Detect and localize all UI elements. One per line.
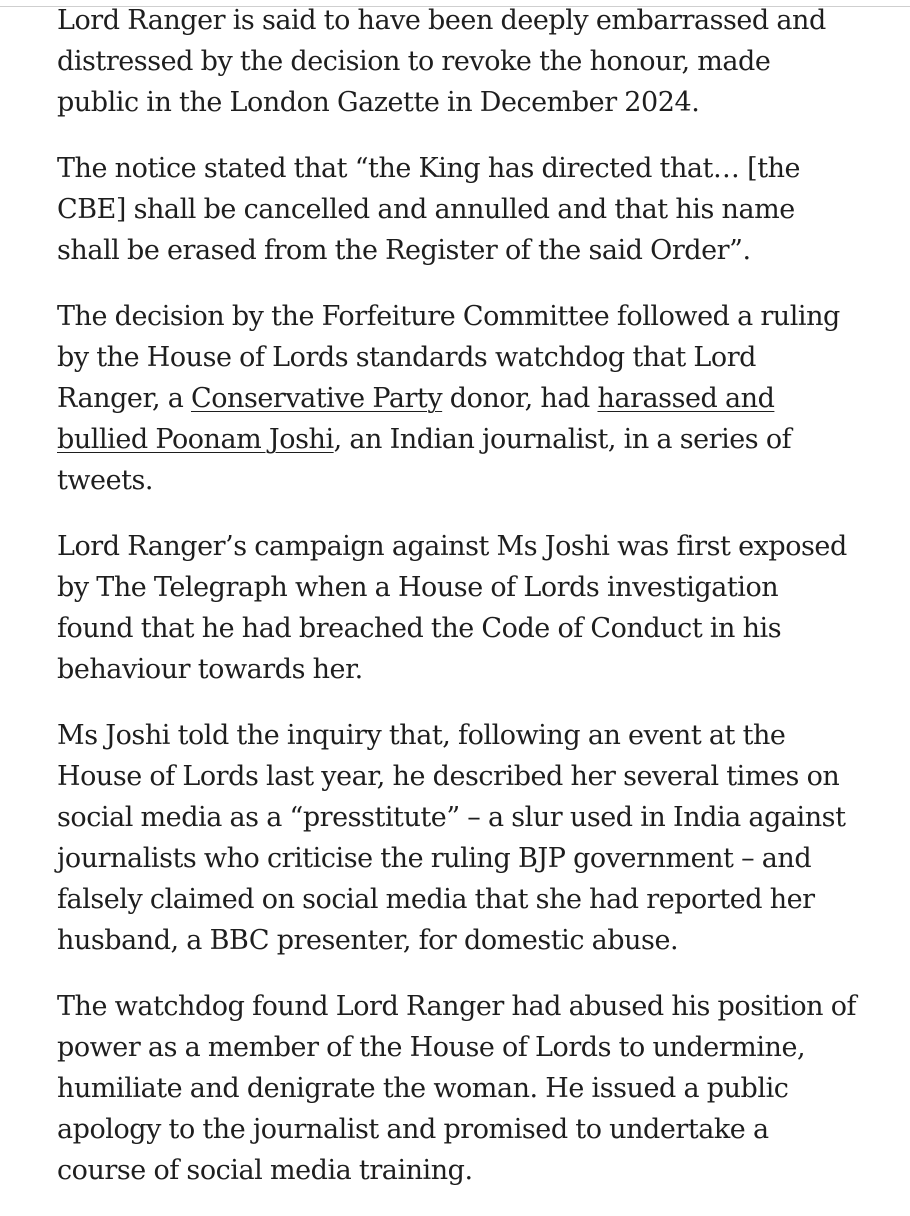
paragraph-6: The watchdog found Lord Ranger had abused his position of power as a member of the House of Lords to undermine, humiliate and denigrate the woman. He issued a public apology to the journalist and promised to undertake a course of social media training.	[57, 991, 857, 1186]
paragraph-3-text-2: donor, had	[442, 383, 598, 414]
conservative-party-link[interactable]: Conservative Party	[190, 383, 443, 414]
paragraph-5: Ms Joshi told the inquiry that, following an event at the House of Lords last year, he described her several times on social media as a “presstitute” – a slur used in India against journalists who criticise the ruling BJP government – and falsely claimed on social media that she had reported her husband, a BBC presenter, for domestic abuse.	[57, 720, 846, 956]
paragraph-3-text-3: , an Indian journalist, in a series of tweets.	[57, 424, 792, 496]
paragraph-3	[57, 296, 857, 501]
paragraph-4: Lord Ranger’s campaign against Ms Joshi was first exposed by The Telegraph when a House of Lords investigation found that he had breached the Code of Conduct in his behaviour towards her.	[57, 531, 847, 685]
paragraph-1: Lord Ranger is said to have been deeply embarrassed and distressed by the decision to revoke the honour, made public in the London Gazette in December 2024.	[57, 5, 826, 118]
harassment-story-link[interactable]: harassed and bullied Poonam Joshi	[57, 383, 775, 455]
paragraph-3-text-1: The decision by the Forfeiture Committee followed a ruling by the House of Lords standards watchdog that Lord Ranger, a	[57, 301, 840, 414]
paragraph-2: The notice stated that “the King has directed that… [the CBE] shall be cancelled and annulled and that his name shall be erased from the Register of the said Order”.	[57, 153, 801, 266]
article-body	[57, 0, 857, 1216]
